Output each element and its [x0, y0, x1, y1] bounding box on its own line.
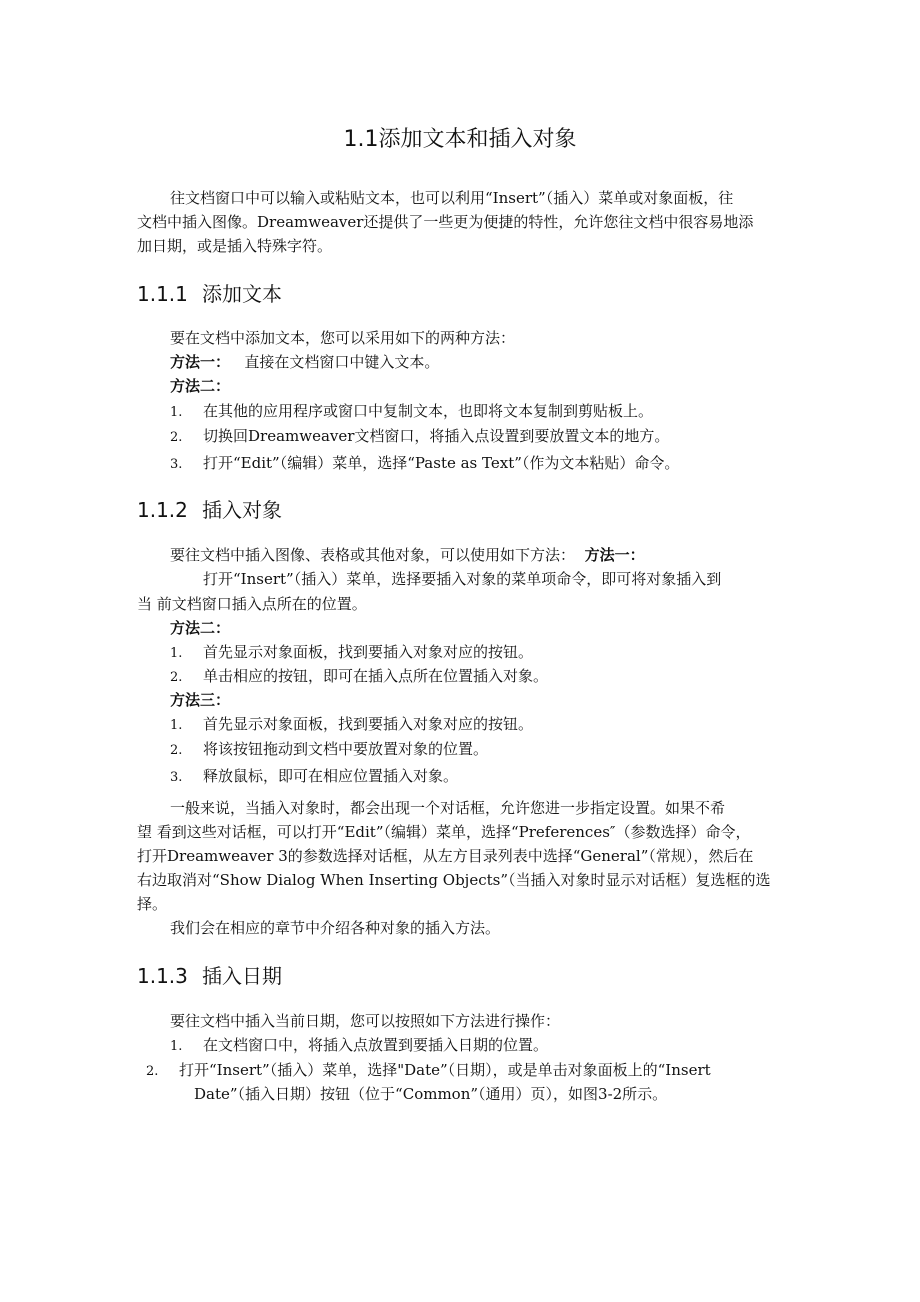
section-heading-add-text	[137, 278, 282, 307]
intro-line-2: 文档中插入图像。Dreamweaver还提供了一些更为便捷的特性，允许您往文档中很容易地添	[137, 213, 754, 231]
section-title: 插入对象	[202, 498, 282, 522]
list-number: 2.	[170, 670, 183, 685]
section-title: 添加文本	[202, 282, 282, 306]
s2-lead	[170, 543, 645, 567]
s2-para-line-4: 右边取消对“Show Dialog When Inserting Objects”（当插入对象时显示对话框）复选框的选	[137, 871, 771, 889]
list-text: 切换回Dreamweaver文档窗口，将插入点设置到要放置文本的地方。	[203, 427, 670, 445]
s2-method-1-line-2: 当 前文档窗口插入点所在的位置。	[137, 595, 367, 613]
section-title: 插入日期	[202, 964, 282, 988]
list-number: 1.	[170, 718, 183, 733]
list-text: 释放鼠标，即可在相应位置插入对象。	[203, 767, 459, 785]
s1-method-1	[170, 350, 439, 374]
list-item	[170, 641, 533, 662]
list-item-continued: Date”（插入日期）按钮（位于“Common”（通用）页），如图3-2所示。	[194, 1085, 668, 1103]
s2-method-2-label: 方法二：	[170, 619, 231, 637]
list-text: 在文档窗口中，将插入点放置到要插入日期的位置。	[203, 1036, 549, 1054]
intro-line-3: 加日期，或是插入特殊字符。	[137, 237, 333, 255]
s2-method-1-line-1: 打开“Insert”（插入）菜单，选择要插入对象的菜单项命令，即可将对象插入到	[203, 570, 722, 588]
list-number: 3.	[170, 457, 183, 472]
list-item	[170, 400, 653, 421]
list-number: 1.	[170, 405, 183, 420]
list-text: 首先显示对象面板，找到要插入对象对应的按钮。	[203, 643, 534, 661]
list-number: 1.	[170, 1039, 183, 1054]
list-text: 在其他的应用程序或窗口中复制文本，也即将文本复制到剪贴板上。	[203, 402, 654, 420]
section-number: 1.1.3	[137, 964, 188, 988]
section-number: 1.1.1	[137, 282, 188, 306]
lead-text: 要往文档中插入图像、表格或其他对象，可以使用如下方法：	[170, 546, 576, 564]
list-number: 3.	[170, 770, 183, 785]
s2-para-line-5: 择。	[137, 895, 168, 913]
method-label: 方法一：	[170, 353, 231, 371]
list-number: 2.	[170, 430, 183, 445]
list-item	[170, 738, 488, 759]
list-item	[170, 452, 679, 473]
method-text: 直接在文档窗口中键入文本。	[244, 353, 440, 371]
s3-lead: 要往文档中插入当前日期，您可以按照如下方法进行操作：	[170, 1012, 561, 1030]
intro-line-1: 往文档窗口中可以输入或粘贴文本，也可以利用“Insert”（插入）菜单或对象面板，往	[170, 189, 734, 207]
s2-para-line-2: 望 看到这些对话框，可以打开“Edit”（编辑）菜单，选择“Preferences″（参数选择）命令，	[137, 823, 751, 841]
section-number: 1.1.2	[137, 498, 188, 522]
list-number: 1.	[170, 646, 183, 661]
method-label: 方法一：	[584, 546, 645, 564]
list-item	[170, 1034, 548, 1055]
list-text: 单击相应的按钮，即可在插入点所在位置插入对象。	[203, 667, 549, 685]
s2-closing: 我们会在相应的章节中介绍各种对象的插入方法。	[170, 919, 501, 937]
list-item	[170, 713, 533, 734]
list-text: 打开“Insert”（插入）菜单，选择"Date”（日期），或是单击对象面板上的“Insert	[179, 1061, 711, 1079]
section-heading-insert-date	[137, 960, 282, 989]
list-text: 打开“Edit”（编辑）菜单，选择“Paste as Text”（作为文本粘贴）命令。	[203, 454, 680, 472]
list-item	[146, 1059, 711, 1080]
page-title: 1.1添加文本和插入对象	[343, 127, 577, 152]
list-item	[170, 665, 548, 686]
s2-para-line-3: 打开Dreamweaver 3的参数选择对话框，从左方目录列表中选择“General”（常规），然后在	[137, 847, 754, 865]
list-text: 首先显示对象面板，找到要插入对象对应的按钮。	[203, 715, 534, 733]
list-item	[170, 765, 458, 786]
list-item	[170, 425, 669, 446]
list-text: 将该按钮拖动到文档中要放置对象的位置。	[203, 740, 489, 758]
section-heading-insert-object	[137, 494, 282, 523]
s1-lead: 要在文档中添加文本，您可以采用如下的两种方法：	[170, 329, 516, 347]
list-number: 2.	[146, 1064, 159, 1079]
s2-para-line-1: 一般来说，当插入对象时，都会出现一个对话框，允许您进一步指定设置。如果不希	[170, 799, 726, 817]
list-number: 2.	[170, 743, 183, 758]
s1-method-2-label: 方法二：	[170, 377, 231, 395]
s2-method-3-label: 方法三：	[170, 691, 231, 709]
